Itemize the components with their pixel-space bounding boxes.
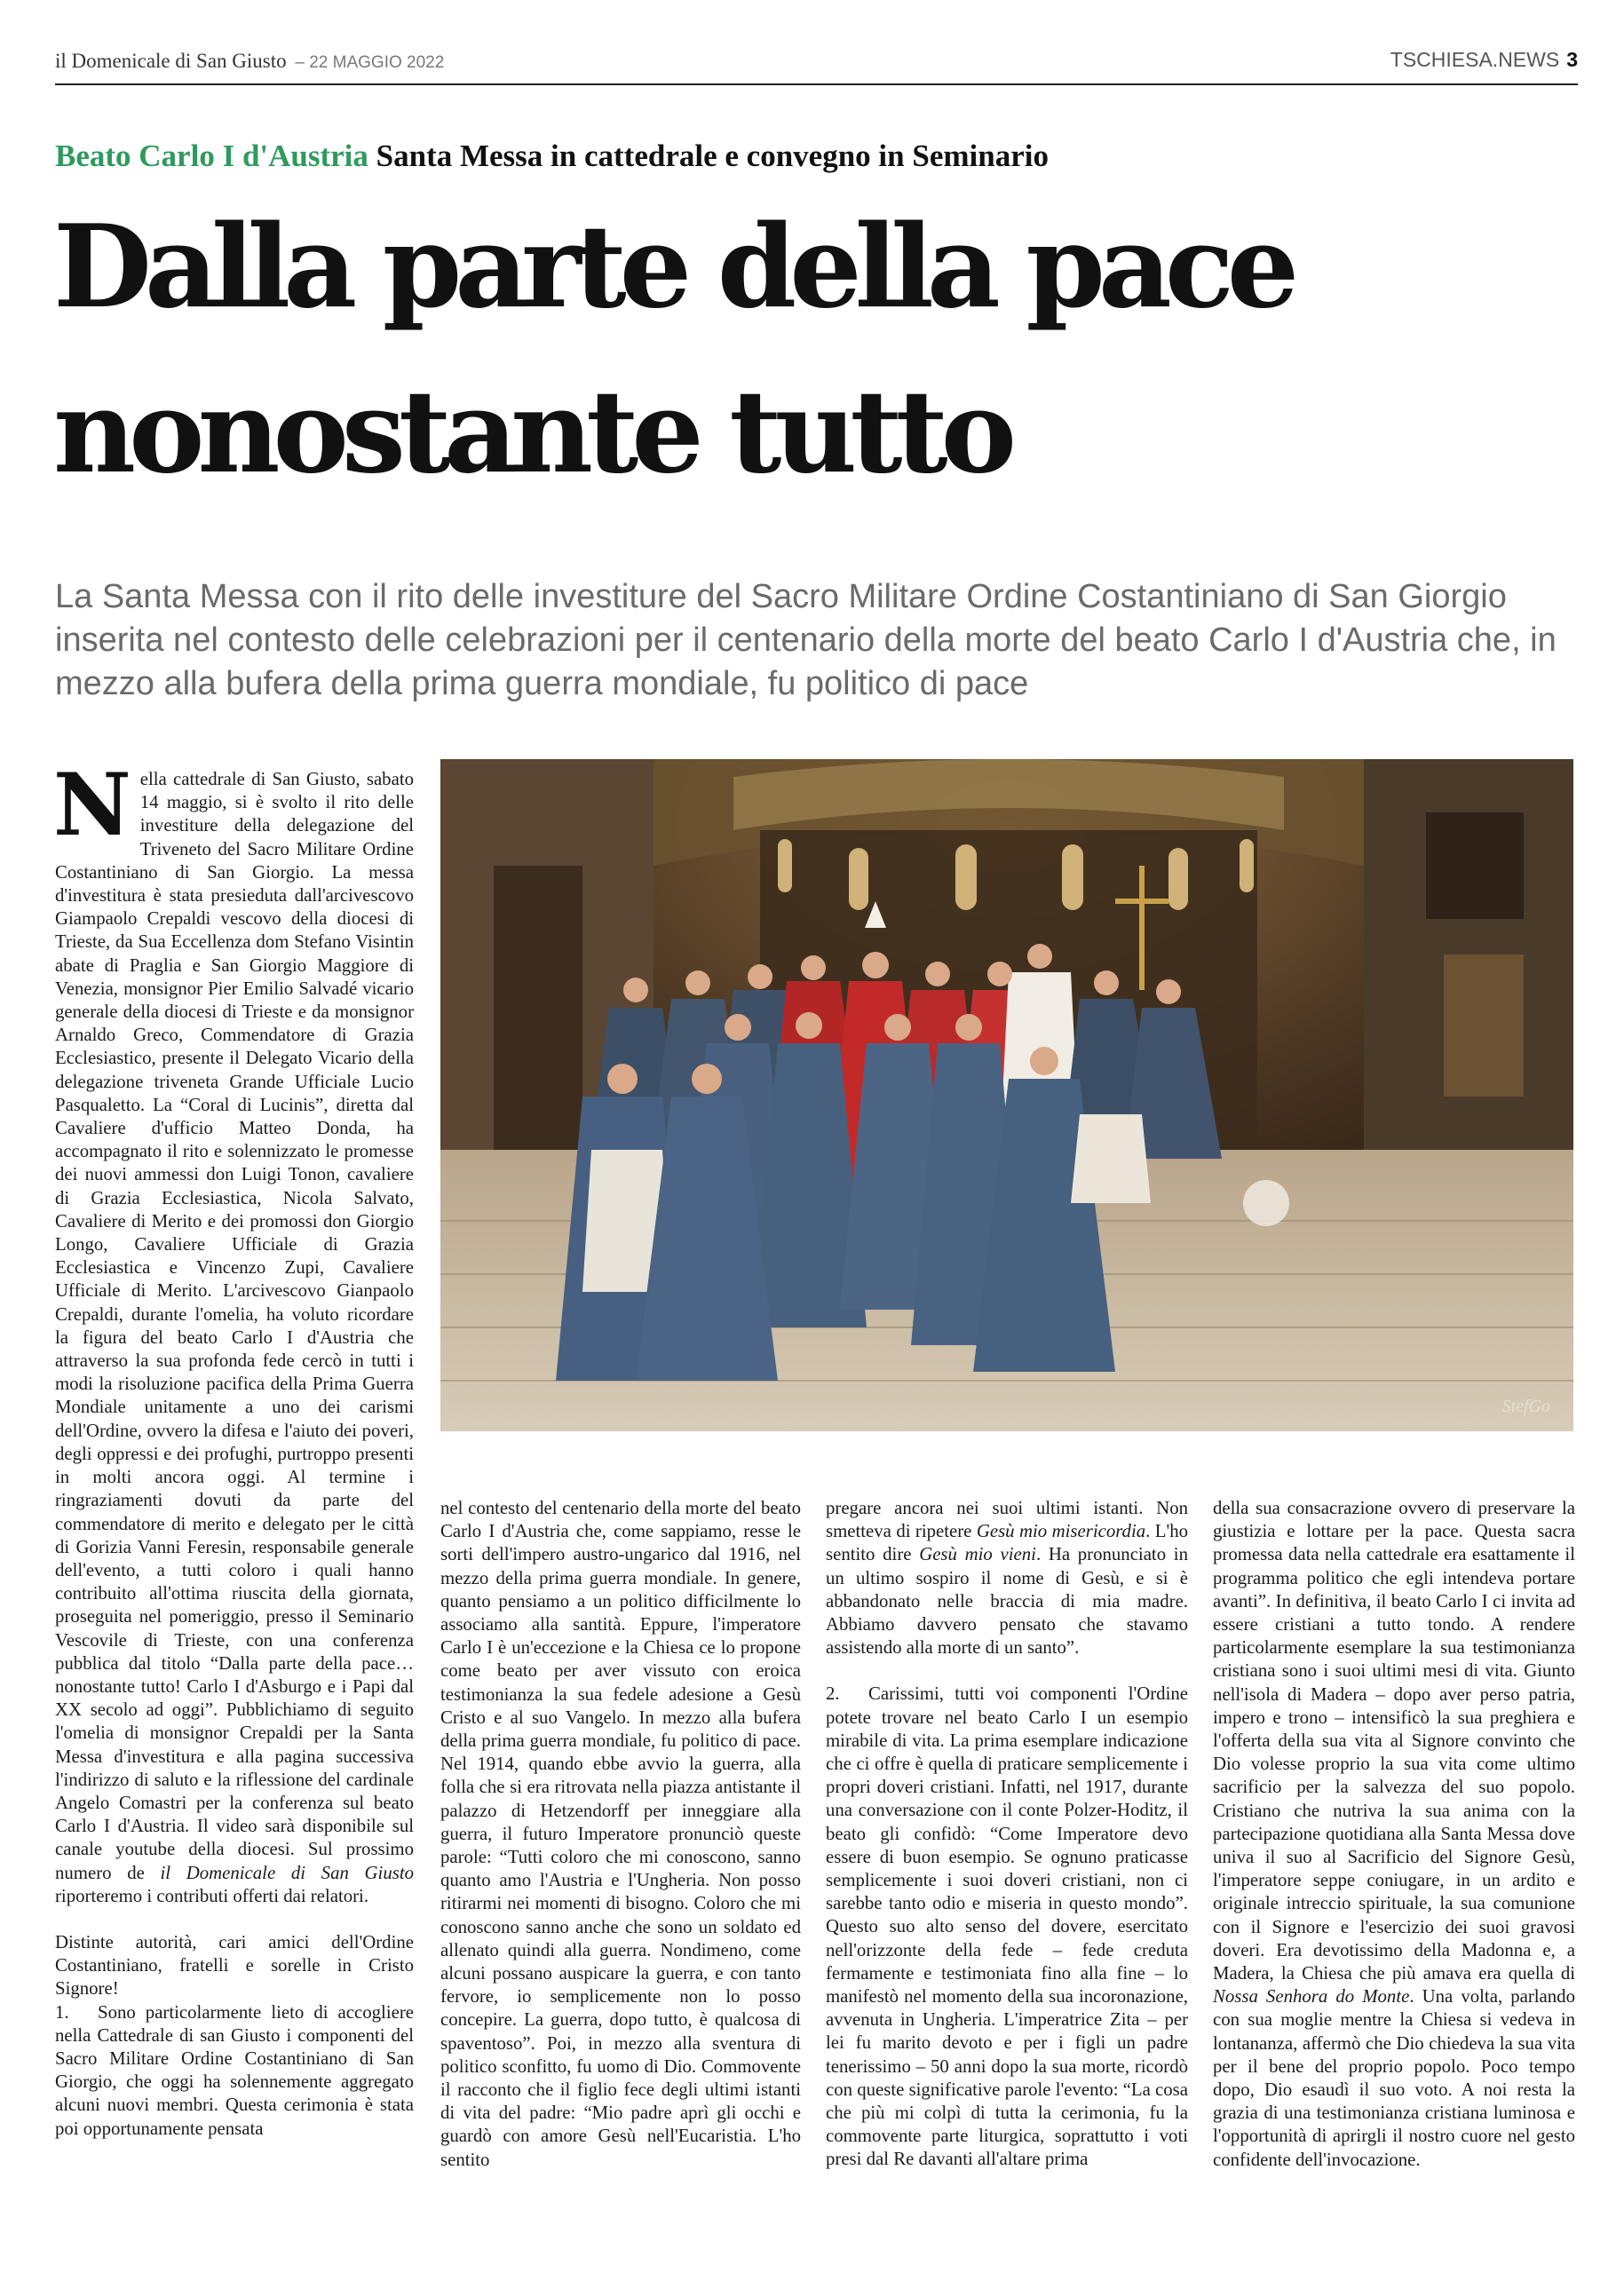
- running-header-right: [1390, 48, 1578, 72]
- section-number-2: 2.: [826, 1683, 840, 1705]
- kicker-text: Santa Messa in cattedrale e convegno in Seminario: [376, 139, 1049, 173]
- standfirst: La Santa Messa con il rito delle investiture del Sacro Militare Ordine Costantiniano di San Giorgio inserita nel contesto delle celebrazioni per il centenario della morte del beato Carlo I d'Austria che, in mezzo alla bufera della prima guerra mondiale, fu politico di pace: [55, 578, 1557, 702]
- col1-italic-title: il Domenicale di San Giusto: [160, 1862, 414, 1883]
- drop-cap: N: [53, 755, 131, 855]
- article-column-2: [440, 1497, 801, 2172]
- cathedral-group-photo: [440, 759, 1573, 1431]
- col3-text-c: . Ha pronunciato in un ultimo sospiro il nome di Gesù, e si è abbandonato nelle braccia di mia madre. Abbiamo davvero pensato che stavamo assistendo alla morte di un santo”.: [826, 1544, 1188, 1659]
- col1-paragraph-1: ella cattedrale di San Giusto, sabato 14 maggio, si è svolto il rito delle investiture della delegazione del Triveneto del Sacro Militare Ordine Costantiniano di San Giorgio. La messa d'investitura è stata presieduta dall'arcivescovo Giampaolo Crepaldi vescovo della diocesi di Trieste, da Sua Eccellenza dom Stefano Visintin abate di Praglia e San Giorgio Maggiore di Venezia, monsignor Pier Emilio Salvadé vicario generale della diocesi di Trieste e da monsignor Arnaldo Greco, Commendatore di Grazia Ecclesiastico, presente il Delegato Vicario della delegazione triveneta Grande Ufficiale Lucio Pasqualetto. La “Coral di Lucinis”, diretta dal Cavaliere d'ufficio Matteo Donda, ha accompagnato il rito e solennizzato le promesse dei nuovi ammessi don Luigi Tonon, cavaliere di Grazia Ecclesiastica, Nicola Salvato, Cavaliere di Merito e dei promossi don Giorgio Longo, Cavaliere Ufficiale di Grazia Ecclesiastica e Vincenzo Zupi, Cavaliere Ufficiale di Merito. L'arcivescovo Gianpaolo Crepaldi, durante l'omelia, ha voluto ricordare la figura del beato Carlo I d'Austria che attraverso la sua profonda fede cercò in tutti i modi la risoluzione pacifica della Prima Guerra Mondiale unitamente a uno dei carismi dell'Ordine, ovvero la difesa e l'aiuto dei poveri, degli oppressi e dei profughi, purtroppo presenti in molti ancora oggi. Al termine i ringraziamenti dovuti da parte del commendatore di merito e delegato per le città di Gorizia Vanni Feresin, responsabile generale dell'evento, a tutti coloro i quali hanno contribuito all'ottima riuscita della giornata, proseguita nel pomeriggio, presso il Seminario Vescovile di Trieste, con una conferenza pubblica dal titolo “Dalla parte della pace…nonostante tutto! Carlo I d'Asburgo e i Papi dal XX secolo ad oggi”. Pubblichiamo di seguito l'omelia di monsignor Crepaldi per la Santa Messa d'investitura e alla pagina successiva l'indirizzo di saluto e la riflessione del cardinale Angelo Comastri per la conferenza sul beato Carlo I d'Austria. Il video sarà disponibile sul canale youtube della diocesi. Sul prossimo numero de: [55, 769, 414, 1883]
- publication-name: il Domenicale di San Giusto: [55, 50, 287, 72]
- kicker: [55, 139, 1049, 174]
- col4-text-a: della sua consacrazione ovvero di preservare la giustizia e lottare per la pace. Questa sacra promessa data nella cattedrale era esattamente il programma politico che egli intendeva portare avanti”. In definitiva, il beato Carlo I ci invita ad essere cristiani a tutto tondo. A rendere particolarmente esemplare la sua testimonianza cristiana sono i suoi ultimi mesi di vita. Giunto nell'isola di Madera – dopo aver perso patria, impero e trono – intensificò la sua preghiera e l'offerta della sua vita al Signore convinto che Dio volesse proprio la sua vita come ultimo sacrificio per la salvezza del suo popolo. Cristiano che nutriva la sua anima con la partecipazione quotidiana alla Santa Messa dove univa il suo al Sacrificio del Signore Gesù, l'imperatore seppe coniugare, in un ardito e originale intreccio spirituale, la sua comunione con il Signore e l'esercizio dei suoi gravosi doveri. Era devotissimo della Madonna e, a Madera, la Chiesa che più amava era quella di: [1213, 1498, 1575, 1984]
- col3-text-a: pregare ancora nei suoi ultimi istanti. Non smetteva di ripetere: [826, 1498, 1188, 1542]
- header-rule: [55, 83, 1578, 85]
- article-column-3: [826, 1497, 1188, 2172]
- headline-line-1: Dalla parte della pace: [53, 201, 1293, 334]
- photo-credit: StefGo: [1501, 1397, 1550, 1416]
- col1-paragraph-3: Sono particolarmente lieto di accogliere nella Cattedrale di san Giusto i componenti del Sacro Militare Ordine Costantiniano di San Giorgio, che oggi ha solennemente aggregato alcuni nuovi membri. Questa cerimonia è stata poi opportunamente pensata: [55, 2001, 414, 2139]
- headline: [53, 185, 1580, 515]
- section-number-1: 1.: [55, 2001, 69, 2023]
- col4-italic: Nossa Senhora do Monte: [1213, 1986, 1410, 2008]
- col3-italic-1: Gesù mio misericordia: [976, 1521, 1146, 1542]
- article-column-1: [53, 755, 414, 2141]
- issue-date: – 22 MAGGIO 2022: [295, 53, 445, 72]
- photo-illustration: [440, 759, 1573, 1431]
- col3-paragraph-2: Carissimi, tutti voi componenti l'Ordine potete trovare nel beato Carlo I un esempio mirabile di vita. La prima esemplare indicazione che ci offre è quella di praticare semplicemente i propri doveri cristiani. Infatti, nel 1917, durante una conversazione con il conte Polzer-Hoditz, il beato gli confidò: “Come Imperatore devo essere di buon esempio. Se ognuno praticasse semplicemente i suoi doveri cristiani, non ci sarebbe tanto odio e miseria in questo mondo”. Questo suo alto senso del dovere, esercitato nell'orizzonte della fede – fede creduta fermamente e testimoniata fino alla fine – lo manifestò nel momento della sua incoronazione, avvenuta in Ungheria. L'imperatrice Zita – per lei fu marito devoto e per i figli un padre tenerissimo – 50 anni dopo la sua morte, ricordò con queste significative parole l'evento: “La cosa che più mi colpì di tutta la cerimonia, fu la commovente parte liturgica, soprattutto i voti presi dal Re davanti all'altare prima: [826, 1683, 1188, 2170]
- site-name: TSCHIESA.NEWS: [1390, 48, 1560, 71]
- headline-line-2: nonostante tutto: [53, 366, 1010, 499]
- article-column-4: [1213, 1497, 1575, 2172]
- col1-salutation: Distinte autorità, cari amici dell'Ordine Costantiniano, fratelli e sorelle in Cristo Signore!: [55, 1931, 414, 2000]
- page-number: 3: [1566, 48, 1578, 71]
- col3-text-b: . L'ho sentito dire: [826, 1521, 1188, 1565]
- col4-text-b: . Una volta, parlando con sua moglie mentre la Chiesa si vedeva in lontananza, affermò che Dio chiedeva la sua vita per il bene del proprio popolo. Poco tempo dopo, Dio esaudì il suo voto. A noi resta la grazia di una testimonianza cristiana luminosa e l'opportunità di aprirgli il nostro cuore nel gesto confidente dell'invocazione.: [1213, 1986, 1575, 2170]
- col1-paragraph-1-end: riporteremo i contributi offerti dai relatori.: [55, 1885, 369, 1906]
- kicker-topic: Beato Carlo I d'Austria: [55, 139, 368, 173]
- running-header-left: [55, 50, 444, 73]
- col2-paragraph-1: nel contesto del centenario della morte del beato Carlo I d'Austria che, come sappiamo, resse le sorti dell'impero austro-ungarico dal 1916, nel mezzo della prima guerra mondiale. In genere, quanto pensiamo a un politico difficilmente lo associamo alla santità. Eppure, l'imperatore Carlo I è un'eccezione e la Chiesa ce lo propone come beato per aver vissuto con eroica testimonianza la sua fedele adesione a Gesù Cristo e al suo Vangelo. In mezzo alla bufera della prima guerra mondiale, fu politico di pace. Nel 1914, quando ebbe avvio la guerra, alla folla che si era ritrovata nella piazza antistante il palazzo di Hetzendorff per inneggiare alla guerra, il futuro Imperatore pronunciò queste parole: “Tutti coloro che mi conoscono, sanno quanto amo l'Austria e l'Ungheria. Non posso ritirarmi nei momenti di bisogno. Coloro che mi conoscono sanno anche che sono un soldato ed allenato quindi alla guerra. Nondimeno, come alcuni possano auspicare la guerra, e con tanto fervore, io semplicemente non lo posso concepire. La guerra, dopo tutto, è qualcosa di spaventoso”. Poi, in mezzo alla sventura di politico sconfitto, fu uomo di Dio. Commovente il racconto che il figlio fece degli ultimi istanti di vita del padre: “Mio padre aprì gli occhi e guardò con amore Gesù nell'Eucaristia. L'ho sentito: [440, 1498, 801, 2170]
- col3-italic-2: Gesù mio vieni: [919, 1544, 1036, 1565]
